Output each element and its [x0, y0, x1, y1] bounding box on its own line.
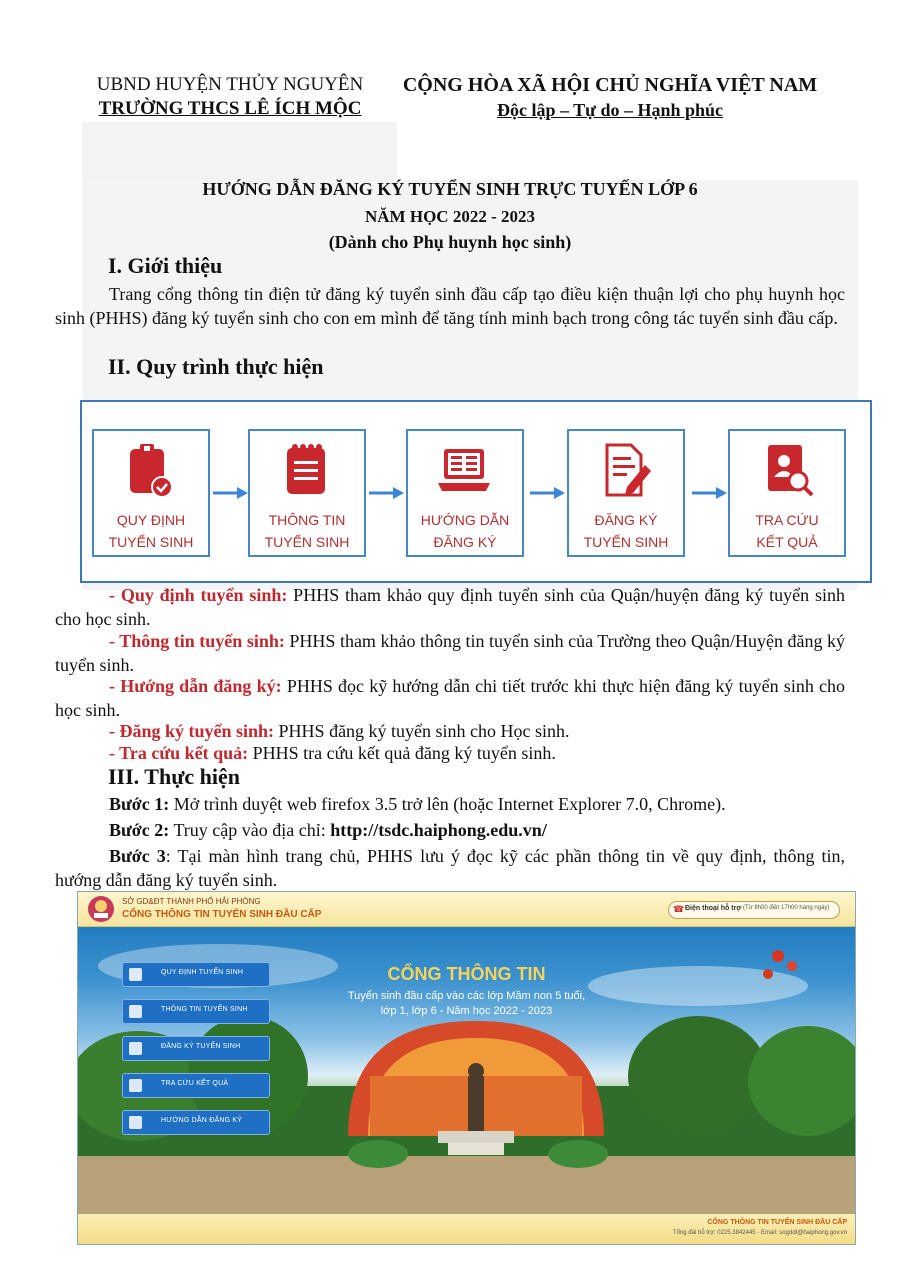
item-thong-tin: - Thông tin tuyển sinh: PHHS tham khảo thông tin tuyển sinh của Trường theo Quận/Huyện đăng ký tuyển sinh. — [55, 631, 845, 675]
item-dang-ky: - Đăng ký tuyển sinh: PHHS đăng ký tuyển sinh cho Học sinh. — [109, 721, 570, 741]
process-step-tra-cuu — [728, 429, 846, 557]
process-step-huong-dan — [406, 429, 524, 557]
hero-subtitle-1: Tuyển sinh đầu cấp vào các lớp Mầm non 5 tuổi, — [347, 990, 586, 1002]
audience-note: (Dành cho Phụ huynh học sinh) — [328, 232, 572, 252]
item-huong-dan: - Hướng dẫn đăng ký: PHHS đọc kỹ hướng dẫn chi tiết trước khi thực hiện đăng ký tuyển sinh cho học sinh. — [55, 676, 846, 720]
letterhead-right — [395, 73, 825, 123]
step-2: Bước 2: Truy cập vào địa chỉ: http://tsdc.haiphong.edu.vn/ — [109, 820, 547, 840]
motto: Độc lập – Tự do – Hạnh phúc — [496, 100, 724, 120]
process-step-quy-dinh — [92, 429, 210, 557]
section-2-heading: II. Quy trình thực hiện — [108, 354, 324, 379]
arrow-right-icon — [692, 486, 728, 500]
notepad-icon — [282, 441, 332, 501]
portal-site-name: CỔNG THÔNG TIN TUYỂN SINH ĐẦU CẤP — [122, 909, 322, 920]
portal-screenshot — [77, 891, 856, 1245]
process-step-thong-tin — [248, 429, 366, 557]
hotline-box[interactable] — [668, 901, 840, 919]
process-step-label: THÔNG TIN TUYỂN SINH — [264, 512, 350, 550]
hero-subtitle-2: lớp 1, lớp 6 - Năm học 2022 - 2023 — [380, 1005, 553, 1017]
school-name: TRƯỜNG THCS LÊ ÍCH MỘC — [98, 98, 362, 119]
menu-huong-dan-dang-ky[interactable]: HƯỚNG DẪN ĐĂNG KÝ — [122, 1110, 270, 1135]
hotline-hours: (Từ 8h00 đến 17h00 hàng ngày) — [743, 905, 830, 911]
section-1-paragraph: Trang cổng thông tin điện tử đăng ký tuyển sinh đầu cấp tạo điều kiện thuận lợi cho phụ huynh học sinh (PHHS) đăng ký tuyển sinh cho con em mình để tăng tính minh bạch trong công tác tuyển sinh đầu cấp. — [55, 284, 845, 328]
search-icon — [129, 1079, 142, 1092]
document-pen-icon — [601, 441, 655, 501]
guide-icon — [129, 1116, 142, 1129]
school-year: NĂM HỌC 2022 - 2023 — [365, 207, 535, 226]
process-diagram — [80, 400, 872, 583]
laptop-icon — [436, 441, 492, 501]
process-step-label: QUY ĐỊNH TUYỂN SINH — [108, 512, 194, 550]
info-icon — [129, 1005, 142, 1018]
scan-shade — [82, 122, 397, 180]
document-title: HƯỚNG DẪN ĐĂNG KÝ TUYỂN SINH TRỰC TUYẾN LỚP 6 — [202, 179, 698, 199]
step-3: Bước 3: Tại màn hình trang chủ, PHHS lưu ý đọc kỹ các phần thông tin về quy định, thông tin, hướng dẫn đăng ký tuyển sinh. — [55, 846, 845, 890]
country-name: CỘNG HÒA XÃ HỘI CHỦ NGHĨA VIỆT NAM — [402, 74, 818, 96]
district-name: UBND HUYỆN THỦY NGUYÊN — [96, 74, 364, 95]
arrow-right-icon — [213, 486, 249, 500]
portal-footer — [78, 1214, 855, 1244]
menu-quy-dinh-tuyen-sinh[interactable]: QUY ĐỊNH TUYỂN SINH — [122, 962, 270, 987]
phone-icon: ☎ — [673, 904, 685, 914]
clipboard-check-icon — [126, 441, 176, 501]
document-icon — [129, 968, 142, 981]
letterhead-left — [70, 73, 390, 121]
process-step-dang-ky — [567, 429, 685, 557]
menu-thong-tin-tuyen-sinh[interactable]: THÔNG TIN TUYỂN SINH — [122, 999, 270, 1024]
item-tra-cuu: - Tra cứu kết quả: PHHS tra cứu kết quả đăng ký tuyển sinh. — [109, 743, 556, 763]
edit-icon — [129, 1042, 142, 1055]
search-user-icon — [762, 441, 816, 501]
footer-contact: Tổng đài hỗ trợ: 0225.3842445 · Email: sogddt@haiphong.gov.vn — [672, 1230, 847, 1236]
arrow-right-icon — [369, 486, 405, 500]
section-1-heading: I. Giới thiệu — [108, 253, 223, 278]
portal-header-bar — [78, 892, 855, 927]
menu-tra-cuu-ket-qua[interactable]: TRA CỨU KẾT QUẢ — [122, 1073, 270, 1098]
portal-org-name: SỞ GD&ĐT THÀNH PHỐ HẢI PHÒNG — [122, 897, 261, 906]
portal-url[interactable]: http://tsdc.haiphong.edu.vn/ — [330, 820, 547, 840]
hero-title: CỔNG THÔNG TIN — [387, 964, 546, 984]
step-1: Bước 1: Mở trình duyệt web firefox 3.5 trở lên (hoặc Internet Explorer 7.0, Chrome). — [109, 794, 726, 814]
arrow-right-icon — [530, 486, 566, 500]
menu-dang-ky-tuyen-sinh[interactable]: ĐĂNG KÝ TUYỂN SINH — [122, 1036, 270, 1061]
process-step-label: ĐĂNG KÝ TUYỂN SINH — [583, 512, 669, 550]
process-step-label: HƯỚNG DẪN ĐĂNG KÝ — [420, 512, 510, 550]
section-3-heading: III. Thực hiện — [108, 764, 241, 789]
hotline-label: Điện thoại hỗ trợ — [685, 905, 742, 912]
portal-logo-icon — [86, 894, 116, 924]
footer-title: CỔNG THÔNG TIN TUYỂN SINH ĐẦU CẤP — [707, 1219, 847, 1226]
process-step-label: TRA CỨU KẾT QUẢ — [755, 512, 819, 550]
item-quy-dinh: - Quy định tuyển sinh: PHHS tham khảo quy định tuyển sinh của Quận/huyện đăng ký tuyển sinh cho học sinh. — [55, 585, 845, 629]
